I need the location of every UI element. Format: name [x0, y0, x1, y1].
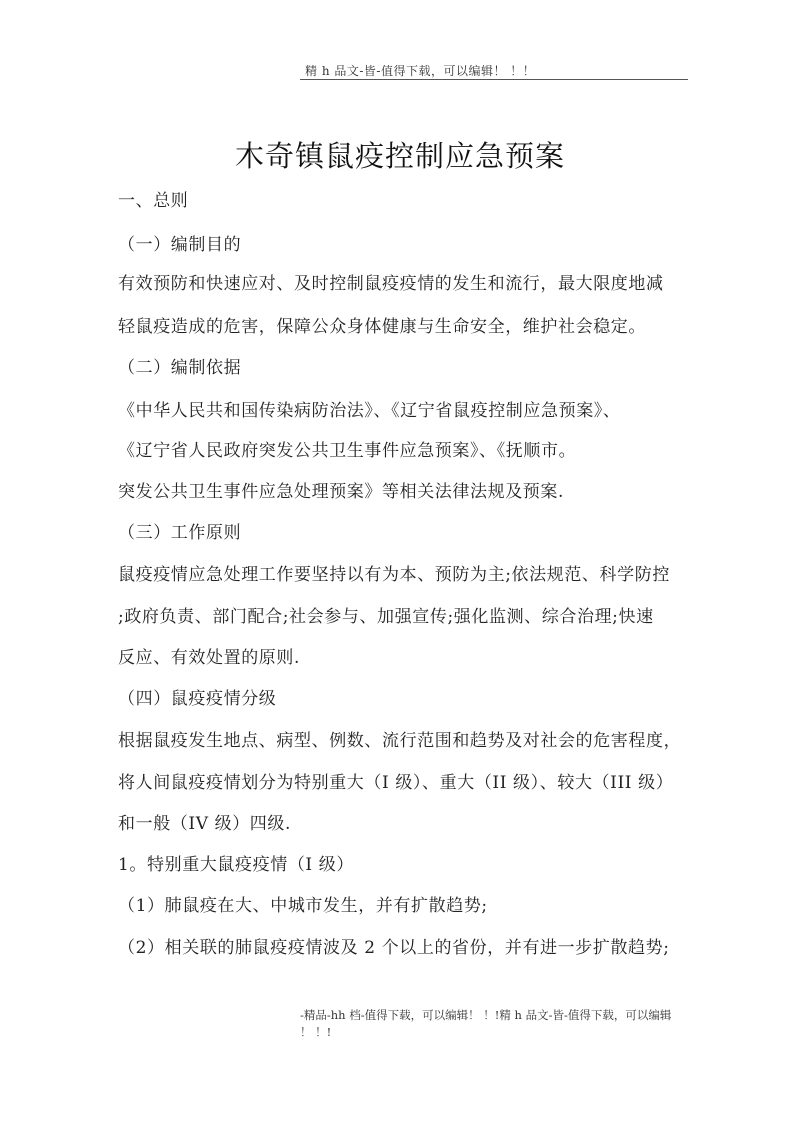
header-text: 精 h 品文-皆-值得下载，可以编辑！ ！！	[305, 64, 536, 78]
document-title: 木奇镇鼠疫控制应急预案	[234, 139, 565, 173]
list-item: （1）肺鼠疫在大、中城市发生，并有扩散趋势;	[118, 896, 488, 916]
subsection-heading-basis: （二）编制依据	[118, 358, 242, 378]
subsection-heading-grading: （四）鼠疫疫情分级	[118, 689, 277, 709]
paragraph-line: 有效预防和快速应对、及时控制鼠疫疫情的发生和流行，最大限度地减	[118, 274, 664, 294]
subsection-heading-principles: （三）工作原则	[118, 523, 242, 543]
paragraph-line: 鼠疫疫情应急处理工作要坚持以有为本、预防为主;依法规范、科学防控	[118, 565, 670, 585]
paragraph-line: 轻鼠疫造成的危害，保障公众身体健康与生命安全，维护社会稳定。	[118, 317, 646, 337]
paragraph-line: 《辽宁省人民政府突发公共卫生事件应急预案》、《抚顺市。	[118, 441, 577, 461]
paragraph-line: 和一般（IV 级）四级.	[118, 814, 291, 834]
list-heading-level-1: 1。特别重大鼠疫疫情（I 级）	[118, 855, 354, 875]
paragraph-line: 将人间鼠疫疫情划分为特别重大（I 级）、重大（II 级）、较大（III 级）	[118, 773, 674, 793]
paragraph-line: 根据鼠疫发生地点、病型、例数、流行范围和趋势及对社会的危害程度，	[118, 731, 682, 751]
paragraph-line: 《中华人民共和国传染病防治法》、《辽宁省鼠疫控制应急预案》、	[118, 401, 621, 421]
list-item: （2）相关联的肺鼠疫疫情波及 2 个以上的省份，并有进一步扩散趋势;	[118, 938, 670, 958]
subsection-heading-purpose: （一）编制目的	[118, 235, 242, 255]
paragraph-line: 反应、有效处置的原则.	[118, 648, 301, 668]
paragraph-line: 突发公共卫生事件应急处理预案》等相关法律法规及预案.	[118, 482, 565, 502]
footer-line: ！ ！!	[300, 1025, 332, 1039]
footer-line: -精品-hh 档-值得下载，可以编辑！ ！!精 h 品文-皆-值得下载，可以编辑	[300, 1008, 672, 1022]
paragraph-line: ;政府负责、部门配合;社会参与、加强宣传;强化监测、综合治理;快速	[118, 607, 654, 627]
section-heading-general: 一、总则	[118, 191, 189, 211]
header-divider	[300, 79, 688, 80]
